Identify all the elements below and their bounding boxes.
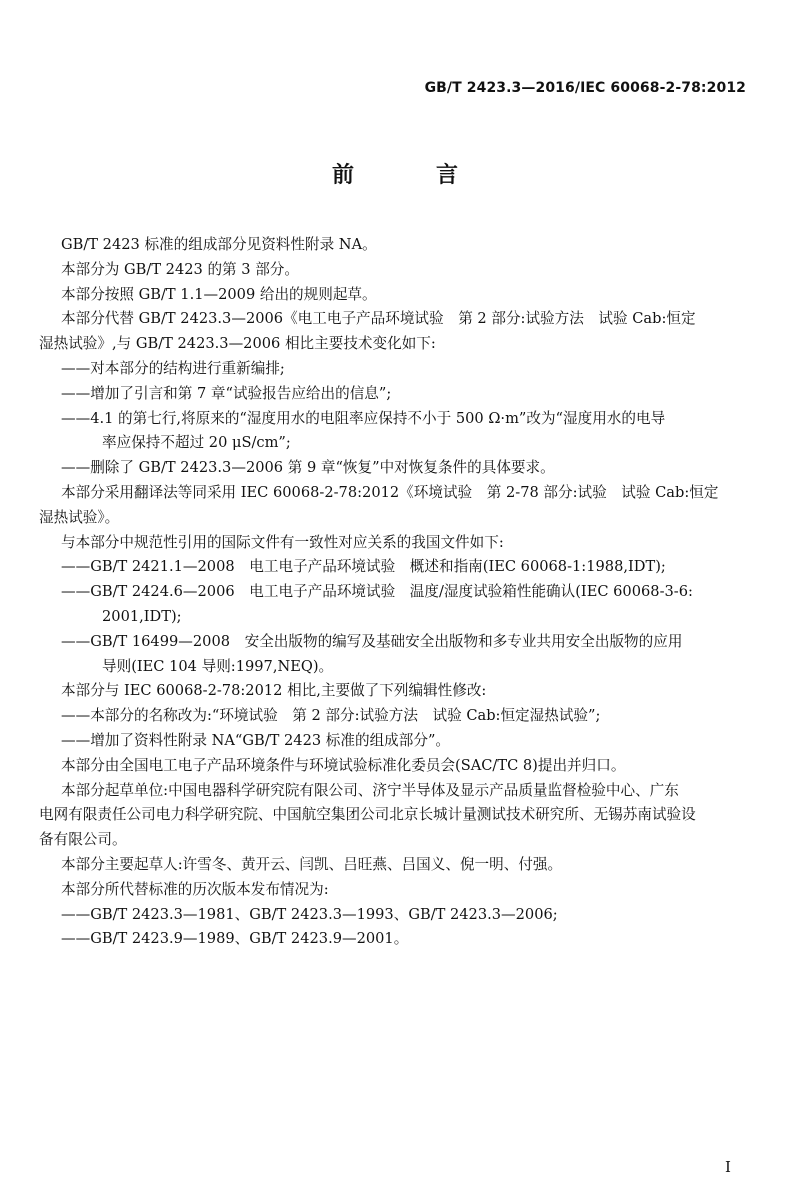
- standard-code-header: GB/T 2423.3—2016/IEC 60068-2-78:2012: [424, 80, 746, 96]
- paragraph-line: 本部分主要起草人:许雪冬、黄开云、闫凯、吕旺燕、吕国义、倪一明、付强。: [61, 855, 563, 873]
- paragraph-line: 本部分与 IEC 60068-2-78:2012 相比,主要做了下列编辑性修改:: [61, 682, 487, 700]
- paragraph-line: 本部分代替 GB/T 2423.3—2006《电工电子产品环境试验 第 2 部分:试验方法 试验 Cab:恒定: [61, 310, 696, 328]
- document-body: [39, 233, 751, 952]
- page-number: I: [725, 1158, 731, 1176]
- paragraph-line: 本部分由全国电工电子产品环境条件与环境试验标准化委员会(SAC/TC 8)提出并归口。: [61, 756, 626, 774]
- list-item: ——GB/T 2423.3—1981、GB/T 2423.3—1993、GB/T 2423.3—2006;: [61, 905, 558, 923]
- list-item: ——GB/T 16499—2008 安全出版物的编写及基础安全出版物和多专业共用安全出版物的应用: [61, 632, 683, 650]
- list-item: ——GB/T 2423.9—1989、GB/T 2423.9—2001。: [61, 930, 409, 948]
- list-item: ——删除了 GB/T 2423.3—2006 第 9 章“恢复”中对恢复条件的具体要求。: [61, 459, 555, 477]
- list-item-continued: 导则(IEC 104 导则:1997,NEQ)。: [102, 657, 334, 675]
- paragraph-line: 与本部分中规范性引用的国际文件有一致性对应关系的我国文件如下:: [61, 533, 504, 551]
- paragraph-line: 本部分为 GB/T 2423 的第 3 部分。: [61, 260, 299, 278]
- list-item-continued: 率应保持不超过 20 μS/cm”;: [102, 434, 291, 452]
- list-item: ——GB/T 2424.6—2006 电工电子产品环境试验 温度/湿度试验箱性能确认(IEC 60068-3-6:: [61, 583, 693, 601]
- paragraph-line-continued: 湿热试验》,与 GB/T 2423.3—2006 相比主要技术变化如下:: [39, 335, 436, 353]
- paragraph-line-continued: 备有限公司。: [39, 831, 127, 849]
- list-item: ——GB/T 2421.1—2008 电工电子产品环境试验 概述和指南(IEC 60068-1:1988,IDT);: [61, 558, 666, 576]
- paragraph-line: 本部分所代替标准的历次版本发布情况为:: [61, 880, 329, 898]
- list-item: ——增加了引言和第 7 章“试验报告应给出的信息”;: [61, 384, 392, 402]
- list-item: ——对本部分的结构进行重新编排;: [61, 359, 285, 377]
- page-title: 前 言: [331, 163, 488, 188]
- paragraph-line: 本部分按照 GB/T 1.1—2009 给出的规则起草。: [61, 285, 377, 303]
- paragraph-line-continued: 电网有限责任公司电力科学研究院、中国航空集团公司北京长城计量测试技术研究所、无锡苏南试验设: [39, 806, 696, 824]
- paragraph-line-continued: 湿热试验》。: [39, 508, 120, 526]
- paragraph-line: GB/T 2423 标准的组成部分见资料性附录 NA。: [61, 236, 377, 253]
- paragraph-line: 本部分起草单位:中国电器科学研究院有限公司、济宁半导体及显示产品质量监督检验中心、广东: [61, 781, 679, 799]
- list-item-continued: 2001,IDT);: [102, 607, 182, 625]
- list-item: ——本部分的名称改为:“环境试验 第 2 部分:试验方法 试验 Cab:恒定湿热试验”;: [61, 707, 601, 725]
- list-item: ——4.1 的第七行,将原来的“湿度用水的电阻率应保持不小于 500 Ω·m”改为“湿度用水的电导: [61, 409, 666, 427]
- list-item: ——增加了资料性附录 NA“GB/T 2423 标准的组成部分”。: [61, 731, 451, 749]
- paragraph-line: 本部分采用翻译法等同采用 IEC 60068-2-78:2012《环境试验 第 2-78 部分:试验 试验 Cab:恒定: [61, 483, 719, 501]
